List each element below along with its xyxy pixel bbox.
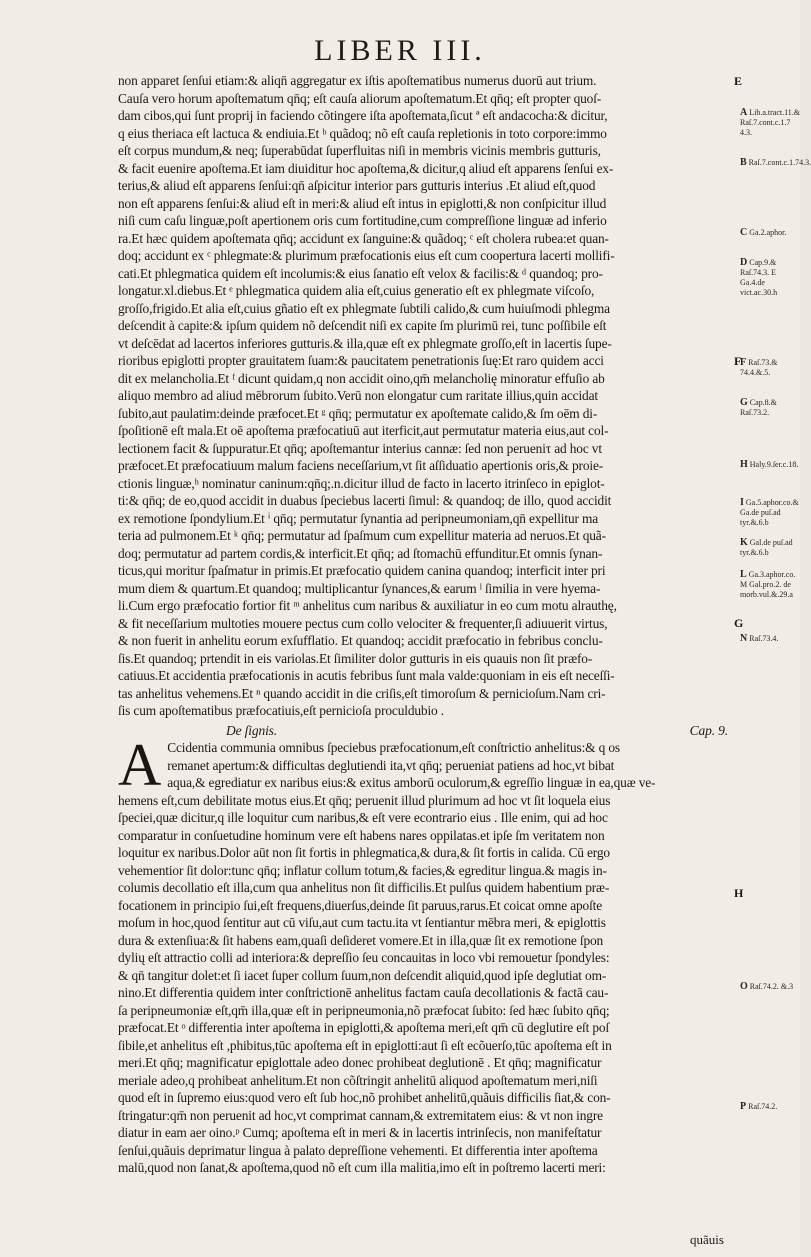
margin-note-text: Ga.2.aphor.	[749, 228, 787, 237]
text-line: teria ad pulmonem.Et ᵏ qn̄q; permutatur ad ſpaſmum cum expellitur materia ad neruos.Et quã-	[118, 528, 606, 543]
text-line: ſtringatur:qm̄ non peruenit ad hoc,vt comprimat cannam,& extremitatem eius: & vt non ingre	[118, 1107, 603, 1123]
margin-note	[740, 107, 801, 138]
text-line: niſi cum caſu linguæ,poſt apertionem oris cum fortitudine,cum compreſſione linguæ ad inferio	[118, 213, 607, 228]
margin-note-text: Raſ.7.cont.c.1.74.3.	[748, 158, 811, 167]
text-line: Cauſa vero horum apoſtematum qn̄q; eſt cauſa aliorum apoſtematum.Et qn̄q; eſt propter quoſ-	[118, 90, 602, 106]
text-line: ex remotione ſpondylium.Et ⁱ qn̄q; permutatur ſynantia ad peripneumoniam,qn̄ expellitur ma	[118, 510, 599, 526]
text-line: Ccidentia communia omnibus ſpeciebus præfocationum,eſt conſtrictio anhelitus:& q os	[167, 740, 620, 755]
edge-letter-h: H	[734, 886, 744, 900]
text-line: meri.Et qn̄q; magnificatur epiglottale adeo donec prohibeat deglutionē . Et qn̄q; magnificatur	[118, 1055, 602, 1070]
text-line: & non fuerit in anhelitu eorum exſufflatio. Et quandoq; accidit præfocatio in febribus conclu-	[118, 633, 603, 648]
text-line: tas anhelitus vehemens.Et ⁿ quando accidit in die criſis,eſt timoroſum & pernicioſum.Nam cri-	[118, 685, 606, 701]
text-line: moſum in hoc,quod ſentitur aut cū viſu,aut cum tactu.ita vt ſentiantur mēbra meri, & epiglottis	[118, 915, 606, 930]
margin-note-text: Ga.5.aphor.co.& Ga.de puſ.ad tyr.&.6.b	[740, 498, 799, 527]
text-line: ctionis linguæ,ʰ nominatur caninum:qn̄q;.n.dicitur illud de facto in lacerto itrinſeco in epiglot-	[118, 475, 605, 491]
text-line: ſis cum apoſtematibus præfocatiuis,eſt pernicioſa proculdubio .	[118, 703, 444, 718]
margin-note	[740, 398, 798, 418]
margin-note	[740, 460, 798, 470]
margin-note-letter: C	[740, 227, 748, 238]
text-line: ſubito,aut paulatim:deinde præfocet.Et ᵍ qn̄q; permutatur ex apoſtemate calido,& ſm oēm di-	[118, 405, 598, 421]
text-line: mum diem & quartum.Et quandoq; multiplicantur ſynances,& earum ˡ ſimilia in vere hyema-	[118, 580, 601, 596]
drop-cap: A	[118, 732, 162, 798]
text-line: lectionem facit & ſuppuratur.Et qn̄q; apoſtemantur interius cannæ: ſed non perueniτ ad hoc vt	[118, 440, 602, 456]
margin-note	[740, 358, 798, 378]
catchword: quãuis	[690, 1232, 724, 1247]
margin-note	[740, 498, 798, 528]
text-line: vt deſcēdat ad lacertos inferiores gutturis.& illa,quæ eſt ex phlegmate groſſo,eſt in lacertis ſupe-	[118, 335, 612, 351]
text-line: hemens eſt,cum debilitate motus eius.Et qn̄q; peruenit illud plurimum ad hoc vt ſit loquela eius	[118, 792, 611, 808]
text-line: ra.Et hæc quidem apoſtemata qn̄q; accidunt ex ſanguine:& quãdoq; ᶜ eſt cholera rubea:et quan-	[118, 230, 609, 246]
text-line: cati.Et phlegmatica quidem eſt incolumis:& eius ſanatio eſt velox & facilis:& ᵈ quandoq; pro-	[118, 265, 603, 281]
edge-letter-e: E	[734, 74, 743, 88]
text-line: dura & extenſiua:& ſit habens eam,quaſi deſideret vomere.Et in illa,quæ ſit ex remotione ſpon	[118, 932, 604, 948]
text-line: præfocet.Et præfocatiuum malum faciens neceſſarium,vt ſit aſſiduatio apertionis oris,& proie-	[118, 458, 604, 473]
margin-note-text: Lib.a.tract.11.& Raſ.7.cont.c.1.7 4.3.	[740, 108, 801, 137]
text-line: & facit euenire apoſtema.Et iam diuiditur hoc apoſtema,& dicitur,q aliud eſt apparens ſenſui ex-	[118, 160, 614, 176]
main-text-column	[118, 72, 738, 1177]
text-line: meriale adeo,q prohibeat anhelitum.Et non cõſtringit anhelitū aliquod apoſtematum meri,niſi	[118, 1072, 598, 1088]
text-line: præfocat.Et ᵒ differentia inter apoſtema in epiglotti,& apoſtema meri,eſt qm̄ cū deglutire eſt poſ	[118, 1020, 610, 1035]
margin-note-letter: G	[740, 397, 748, 408]
text-line: dam cibos,qui ſunt proprij in faciendo cõtingere iſta apoſtemata,ſicut ª eſt andacocha:& dicitur,	[118, 108, 608, 123]
running-head: LIBER III.	[314, 34, 486, 67]
paragraph-upper	[118, 72, 738, 720]
text-line: vehementior ſit dolor:tunc qn̄q; inflatur collum totum,& facies,& egreditur lingua.& magis in-	[118, 862, 607, 878]
text-line: ſpoſitionē eſt mala.Et oē apoſtema præfocatiuū aut iterficit,aut permutatur materia eius,aut col-	[118, 423, 609, 438]
margin-note-letter: A	[740, 107, 748, 118]
margin-note-letter: D	[740, 257, 748, 268]
text-line: doq; accidunt ex ᶜ phlegmate:& plurimum præfocationis eius eſt cum coopertura lacerti mollifi-	[118, 248, 615, 263]
margin-note-text: Raſ.74.2. &.3	[749, 982, 794, 991]
text-line: nino.Et differentia quidem inter conſtrictionē anhelitus factam cauſa decollationis & factā cau-	[118, 985, 609, 1000]
text-line: ſibile,et anhelitus eſt ,phibitus,tūc apoſtema eſt in epiglotti:aut ſi eſt ecõuerſo,tūc apoſtema eſt in	[118, 1037, 612, 1053]
text-line: terius,& aliud eſt apparens ſenſui:qn̄ aſpicitur interior pars gutturis interius .Et aliud eſt,quod	[118, 178, 596, 193]
text-line: loquitur ex naribus.Dolor aūt non ſit fortis in phlegmatica,& dura,& ſit fortis in calida. Cū ergo	[118, 845, 610, 860]
margin-note-text: Raſ.73.& 74.4.&.5.	[740, 358, 778, 377]
text-line: dylių eſt attractio colli ad interiora:& depreſſio ſeu concauitas in loco vbi remouetur ſpondyles:	[118, 950, 610, 965]
margin-note	[740, 228, 798, 238]
margin-note-letter: O	[740, 981, 748, 992]
text-line: longatur.xl.diebus.Et ᵉ phlegmatica quidem alia eſt,cuius generatio eſt ex phlegmate viſcoſo,	[118, 283, 595, 298]
text-line: eſt corpus mundum,& neq; ſuperabūdat ſuperfluitas niſi in membris vicinis membris gutturis,	[118, 143, 601, 158]
margin-note-letter: L	[740, 569, 747, 580]
text-line: ti:& qn̄q; de eo,quod accidit in duabus ſpeciebus lacerti ſimul: & quandoq; de illo, quod accidit	[118, 493, 612, 508]
margin-note-text: Gal.de puſ.ad tyr.&.6.b	[740, 538, 793, 557]
margin-note-letter: F	[740, 357, 747, 368]
text-line: quod eſt in ſupremo eius:quod vero eſt ſub hoc,nõ prohibet anhelitū,quãuis difficilis ſiat,& con-	[118, 1090, 611, 1105]
margin-note	[740, 258, 798, 298]
text-line: non apparet ſenſui etiam:& aliqn̄ aggregatur ex iſtis apoſtematibus numerus duorū aut trium.	[118, 73, 597, 88]
margin-note-letter: P	[740, 1101, 747, 1112]
margin-note	[740, 570, 798, 600]
paragraph-lower	[118, 732, 738, 1177]
margin-note-letter: N	[740, 633, 748, 644]
margin-note-text: Haly.9.ſer.c.18.	[749, 460, 799, 469]
text-line: columis decollatio eſt illa,cum qua anhelitus non ſit difficilis.Et pulſus quidem habentium præ-	[118, 880, 610, 895]
margin-note-letter: B	[740, 157, 747, 168]
margin-note	[740, 634, 798, 644]
text-line: focationem in principio ſui,eſt frequens,diuerſus,deinde ſit paruus,rarus.Et coicat omne apoſte	[118, 897, 603, 913]
chapter-number: Cap. 9.	[689, 722, 728, 738]
section-heading-row	[118, 722, 738, 740]
margin-note-text: Raſ.74.2.	[748, 1102, 778, 1111]
text-line: ſis.Et quandoq; prtendit in eis variolas.Et ſimiliter dolor gutturis in eis quauis non ſit præfo-	[118, 650, 593, 666]
text-line: ſa peripneumoniæ eſt,qm̄ illa,quæ eſt in peripneumonia,nõ præfocat ſubito: ſed hæc ſubito qn̄q;	[118, 1002, 610, 1018]
text-line: comparatur in conſuetudine hominum vere eſt habens nares oppilatas.et ipſe ſm veritatem non	[118, 827, 605, 843]
edge-letter-g: G	[734, 616, 744, 630]
margin-note-text: Cap.8.& Raſ.73.2.	[740, 398, 777, 417]
text-line: aliquo membro ad aliud mēbrorum ſubito.Verū non elongatur cum raritate illius,quin accidat	[118, 388, 598, 403]
text-line: aqua,& egrediatur ex naribus eius:& exitus amborū oculorum,& egreſſio linguæ in ea,quæ ve-	[167, 775, 656, 790]
text-line: q eius theriaca eſt lactuca & endiuia.Et ᵇ quãdoq; nõ eſt cauſa repletionis in toto corpore:immo	[118, 125, 607, 141]
text-line: & fit neceſſarium multoties mouere pectus cum collo velociter & frequenter,ſi adiuuerit virtus,	[118, 615, 608, 631]
edge-letter-f: F	[734, 354, 742, 368]
text-line: doq; permutatur ad partem cordis,& interficit.Et qn̄q; ad ſtomachū effunditur.Et omnis ſynan-	[118, 545, 603, 561]
section-heading: De ſignis.	[226, 722, 277, 738]
text-line: catiuus.Et accidentia præfocationis in acutis febribus ſunt mala valde:quoniam in eis eſt neceſſi-	[118, 668, 615, 683]
margin-note-text: Ga.3.aphor.co. M Gal.pro.2. de morb.vul.&.29.a	[740, 570, 796, 599]
margin-note-letter: K	[740, 537, 748, 548]
text-line: ſpeciei,quæ dicitur,q ille loquitur cum naribus,& eſt vere econtrario eius . Ille enim, qui ad hoc	[118, 810, 608, 825]
text-line: malū,quod non ſanat,& apoſtema,quod nõ eſt cum illa malitia,imo eſt in poſtremo lacerti meri:	[118, 1160, 606, 1175]
text-line: dit ex melancholia.Et ᶠ dicunt quidam,q non accidit oino,qm̄ melancholię minoratur effuſio ab	[118, 370, 605, 386]
margin-note-letter: I	[740, 497, 744, 508]
text-line: remanet apertum:& difficultas deglutiendi ita,vt qn̄q; perueniat patiens ad hoc,vt bibat	[167, 757, 615, 773]
margin-note	[740, 157, 811, 168]
margin-note	[740, 1102, 798, 1112]
text-line: non eſt apparens ſenſui:& aliud eſt in meri:& aliud eſt intus in epiglotti,& non conſpicitur illud	[118, 195, 607, 211]
text-line: diatur in eam aer oino.ᵖ Cumq; apoſtema eſt in meri & in lacertis intrinſecis, non manifeſtatur	[118, 1125, 602, 1140]
margin-note	[740, 538, 798, 558]
text-line: rioribus epiglotti propter grauitatem ſuam:& paucitatem penetrationis ſuę:Et raro quidem acci	[118, 353, 604, 368]
text-line: deſcendit à capite:& ipſum quidem nõ deſcendit niſi ex capite ſm plurimū rei, tunc poſſibile eſt	[118, 318, 607, 333]
text-line: ticus,qui moritur ſpaſmatur in primis.Et præfocatio quidem canina quandoq; interficit inter pri	[118, 563, 606, 578]
margin-note-letter: H	[740, 459, 748, 470]
margin-note-text: Cap.9.& Raſ.74.3. E Ga.4.de vict.ac.30.h	[740, 258, 778, 297]
margin-note-text: Raſ.73.4.	[749, 634, 779, 643]
text-line: li.Cum ergo præfocatio fortior fit ᵐ anhelitus cum naribus & auxiliatur in eo cum motu alrauthę,	[118, 598, 617, 613]
text-line: groſſo,frigido.Et alia eſt,cuius gñatio eſt ex phlegmate ſubtili calido,& cum huiuſmodi phlegma	[118, 300, 610, 316]
text-line: & qn̄ tangitur dolet:et ſi iacet ſuper collum ſuum,non deſcendit aliquid,quod ipſe deglutiat om-	[118, 967, 607, 983]
margin-note	[740, 982, 798, 992]
text-line: ſenſui,quãuis deprimatur lingua à palato depreſſione vehementi. Et differentia inter apoſtema	[118, 1142, 598, 1158]
